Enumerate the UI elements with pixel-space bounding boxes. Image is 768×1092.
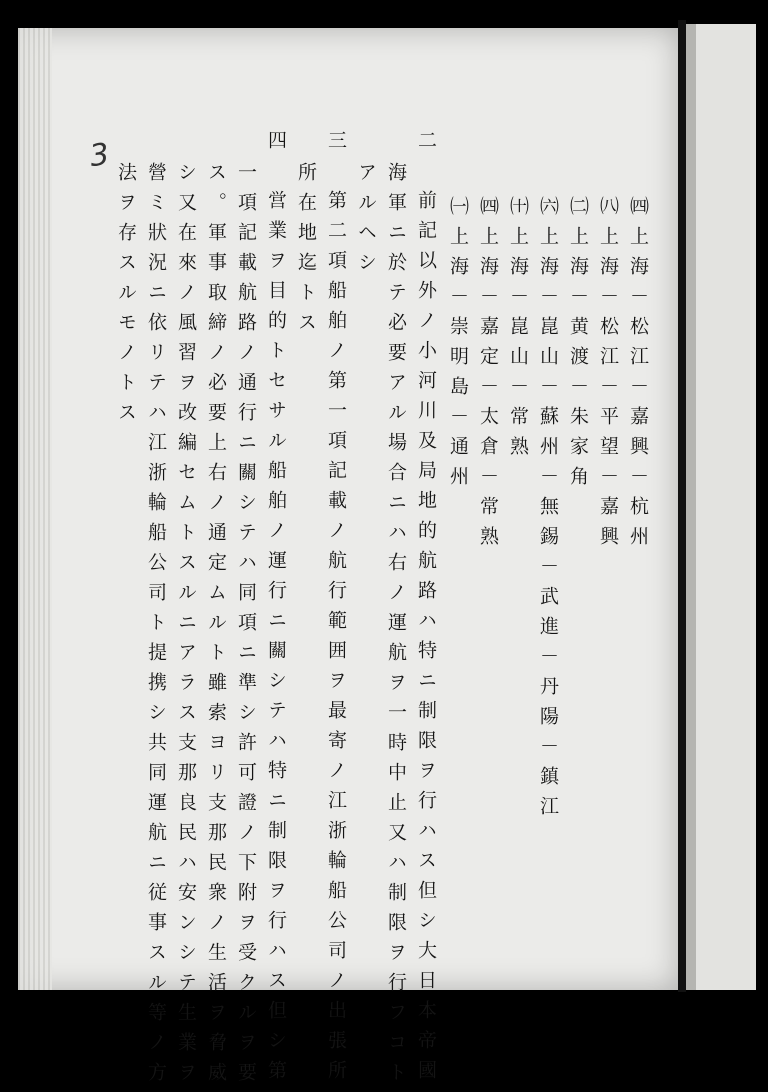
text-column-10: アルヘシ bbox=[355, 162, 377, 282]
text-column-4: ㈥上海－崑山－蘇州－無錫－武進－丹陽－鎮江 bbox=[537, 196, 559, 826]
handwritten-page-number: 3 bbox=[87, 136, 112, 175]
book-gutter bbox=[678, 20, 686, 992]
text-column-7: ㈠上海－崇明島－通州 bbox=[447, 196, 469, 496]
text-column-8: 二 前記以外ノ小河川及局地的航路ハ特ニ制限ヲ行ハス但シ大日本帝國 bbox=[415, 130, 437, 1090]
page-edge-shadow bbox=[18, 28, 52, 990]
text-column-15: ス。軍事取締ノ必要上右ノ通定ムルト雖索ヨリ支那民衆ノ生活ヲ脅威 bbox=[205, 162, 227, 1092]
text-column-6: ㈣上海－嘉定－太倉－常熟 bbox=[477, 196, 499, 556]
text-column-13: 四 営業ヲ目的トセサル船舶ノ運行ニ關シテハ特ニ制限ヲ行ハス但シ第 bbox=[265, 130, 287, 1090]
next-page-edge bbox=[686, 24, 696, 990]
text-column-18: 法ヲ存スルモノトス bbox=[115, 162, 137, 432]
text-column-11: 三 第二項船舶ノ第一項記載ノ航行範囲ヲ最寄ノ江浙輪船公司ノ出張所 bbox=[325, 130, 347, 1090]
text-column-9: 海軍ニ於テ必要アル場合ニハ右ノ運航ヲ一時中止又ハ制限ヲ行フコト bbox=[385, 162, 407, 1092]
text-column-14: 一項記載航路ノ通行ニ關シテハ同項ニ準シ許可證ノ下附ヲ受クルヲ要 bbox=[235, 162, 257, 1092]
text-column-12: 所在地迄トス bbox=[295, 162, 317, 342]
text-column-3: ㈡上海－黄渡－朱家角 bbox=[567, 196, 589, 496]
text-column-1: ㈣上海－松江－嘉興－杭州 bbox=[627, 196, 649, 556]
text-column-16: シ又在來ノ風習ヲ改編セムトスルニアラス支那良民ハ安ンシテ生業ヲ bbox=[175, 162, 197, 1092]
text-column-17: 營ミ狀況ニ依リテハ江浙輪船公司ト提携シ共同運航ニ従事スル等ノ方 bbox=[145, 162, 167, 1092]
text-column-5: ㈩上海－崑山－常熟 bbox=[507, 196, 529, 466]
next-page bbox=[686, 24, 756, 990]
text-column-2: ㈧上海－松江－平望－嘉興 bbox=[597, 196, 619, 556]
